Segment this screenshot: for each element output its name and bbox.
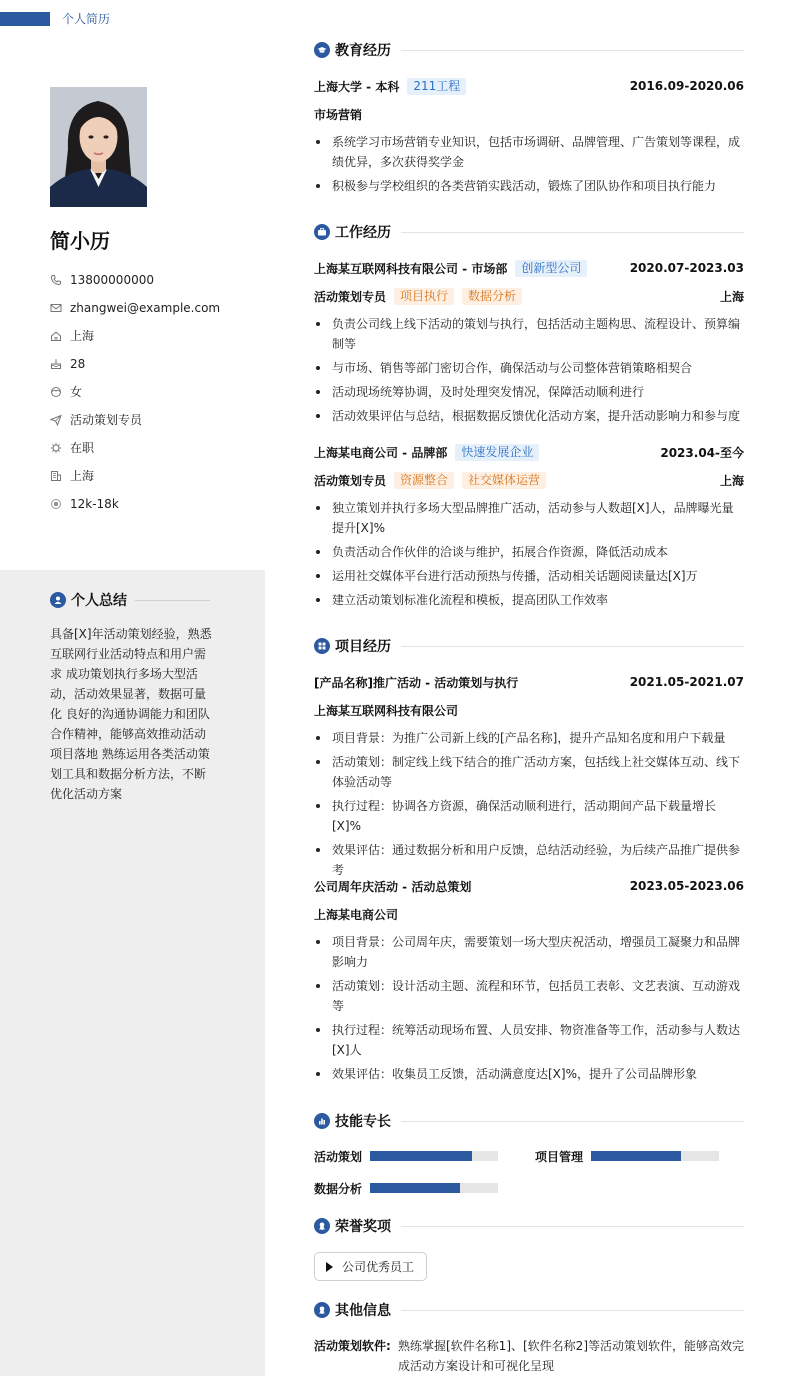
skill-tag: 资源整合: [394, 472, 454, 489]
target-city: 上海: [70, 469, 95, 483]
list-item: 运用社交媒体平台进行活动预热与传播，活动相关话题阅读量达[X]万: [314, 566, 744, 586]
job-2-company-row: [314, 443, 744, 461]
project-name: 公司周年庆活动 - 活动总策划: [314, 879, 472, 894]
summary-title: 个人总结: [71, 593, 127, 609]
info-age: [50, 350, 260, 378]
salary-icon: [50, 498, 62, 510]
job-1-company-row: [314, 259, 744, 277]
project-2-row: [314, 877, 744, 895]
skill-level-bar: [591, 1151, 681, 1161]
divider: [401, 1310, 744, 1311]
list-item: 执行过程：协调各方资源，确保活动顺利进行，活动期间产品下载量增长[X]%: [314, 796, 744, 836]
job-date: 2020.07-2023.03: [629, 261, 744, 275]
list-item: 系统学习市场营销专业知识，包括市场调研、品牌管理、广告策划等课程，成绩优异，多次获得奖学金: [314, 132, 744, 172]
other-section-header: [314, 1300, 744, 1320]
header-accent-bar: [0, 12, 50, 26]
grid-icon: [314, 638, 330, 654]
job-2-position-row: [314, 471, 744, 489]
job-2-bullets: [314, 498, 744, 614]
list-item: 活动效果评估与总结，根据数据反馈优化活动方案，提升活动影响力和参与度: [314, 406, 744, 426]
age-icon: [50, 358, 62, 370]
list-item: 活动策划：设计活动主题、流程和环节，包括员工表彰、文艺表演、互动游戏等: [314, 976, 744, 1016]
awards-title: 荣誉奖项: [335, 1219, 391, 1235]
list-item: 活动策划：制定线上线下结合的推广活动方案，包括线上社交媒体互动、线下体验活动等: [314, 752, 744, 792]
play-icon: [326, 1262, 333, 1272]
award-icon: [314, 1218, 330, 1234]
project-date: 2021.05-2021.07: [629, 675, 744, 689]
other-key: 活动策划软件:: [314, 1339, 391, 1353]
gender-icon: [50, 386, 62, 398]
skill-tag: 数据分析: [462, 288, 522, 305]
company-tag: 创新型公司: [515, 260, 587, 277]
skill-track: [591, 1151, 719, 1161]
skill-track: [370, 1183, 498, 1193]
major: 市场营销: [314, 107, 363, 122]
skills-title: 技能专长: [335, 1114, 391, 1130]
project-2-company-row: [314, 905, 744, 923]
projects-section-header: [314, 636, 744, 656]
expected-salary: 12k-18k: [70, 497, 119, 511]
project-2-bullets: [314, 932, 744, 1088]
awards-section-header: [314, 1216, 744, 1236]
skill-tag: 项目执行: [394, 288, 454, 305]
skill-name: 项目管理: [535, 1149, 584, 1164]
list-item: 与市场、销售等部门密切合作，确保活动与公司整体营销策略相契合: [314, 358, 744, 378]
user-icon: [50, 592, 66, 608]
skill-tag: 社交媒体运营: [462, 472, 546, 489]
divider: [401, 50, 744, 51]
list-item: 效果评估：收集员工反馈，活动满意度达[X]%，提升了公司品牌形象: [314, 1064, 744, 1084]
phone-icon: [50, 274, 62, 286]
info-icon: [314, 1302, 330, 1318]
briefcase-icon: [314, 224, 330, 240]
divider: [401, 1226, 744, 1227]
email-address: zhangwei@example.com: [70, 301, 221, 315]
info-gender: [50, 378, 260, 406]
email-icon: [50, 302, 62, 314]
project-name: [产品名称]推广活动 - 活动策划与执行: [314, 675, 519, 690]
work-section-header: [314, 222, 744, 242]
list-item: 活动现场统筹协调，及时处理突发情况，保障活动顺利进行: [314, 382, 744, 402]
status-icon: [50, 442, 62, 454]
job-company: 上海某电商公司 - 品牌部: [314, 445, 448, 460]
home-icon: [50, 330, 62, 342]
list-item: 效果评估：通过数据分析和用户反馈，总结活动经验，为后续产品推广提供参考: [314, 840, 744, 880]
skill-level-bar: [370, 1183, 460, 1193]
education-title: 教育经历: [335, 43, 391, 59]
divider: [401, 646, 744, 647]
divider: [401, 1121, 744, 1122]
job-1-bullets: [314, 314, 744, 430]
skill-level-bar: [370, 1151, 472, 1161]
info-target-city: [50, 462, 260, 490]
info-email: [50, 294, 260, 322]
age: 28: [70, 357, 86, 371]
list-item: 项目背景：公司周年庆，需要策划一场大型庆祝活动，增强员工凝聚力和品牌影响力: [314, 932, 744, 972]
skill-name: 活动策划: [314, 1149, 363, 1164]
job-date: 2023.04-至今: [660, 445, 744, 460]
company-tag: 快速发展企业: [455, 444, 539, 461]
skill-item: [314, 1180, 498, 1196]
list-item: 执行过程：统筹活动现场布置、人员安排、物资准备等工作，活动参与人数达[X]人: [314, 1020, 744, 1060]
list-item: 独立策划并执行多场大型品牌推广活动，活动参与人数超[X]人，品牌曝光量提升[X]%: [314, 498, 744, 538]
candidate-name: 简小历: [50, 229, 110, 253]
gender: 女: [70, 385, 83, 399]
employment-status: 在职: [70, 441, 95, 455]
phone-number: 13800000000: [70, 273, 154, 287]
skill-item: [535, 1148, 719, 1164]
divider: [401, 232, 744, 233]
job-1-position-row: [314, 287, 744, 305]
projects-title: 项目经历: [335, 639, 391, 655]
school-tag: 211工程: [407, 78, 466, 95]
list-item: 负责活动合作伙伴的洽谈与维护，拓展合作资源，降低活动成本: [314, 542, 744, 562]
send-icon: [50, 414, 62, 426]
education-major-row: [314, 105, 744, 123]
summary-text: 具备[X]年活动策划经验，熟悉互联网行业活动特点和用户需求 成功策划执行多场大型活动，活动效果显著，数据可量化 良好的沟通协调能力和团队合作精神，能够高效推动活动项目落地 熟练运用各类活动策划工具和数据分析方法，不断优化活动方案: [50, 627, 212, 801]
resume-title: 个人简历: [62, 12, 111, 26]
other-value: 熟练掌握[软件名称1]、[软件名称2]等活动策划软件，能够高效完成活动方案设计和可视化呈现: [398, 1339, 744, 1373]
education-date: 2016.09-2020.06: [629, 79, 744, 93]
skill-name: 数据分析: [314, 1181, 363, 1196]
project-company: 上海某电商公司: [314, 907, 399, 922]
info-location: [50, 322, 260, 350]
education-section-header: [314, 40, 744, 60]
work-title: 工作经历: [335, 225, 391, 241]
info-salary: [50, 490, 260, 518]
award-name: 公司优秀员工: [342, 1260, 415, 1274]
avatar: [50, 87, 147, 207]
building-icon: [50, 470, 62, 482]
project-date: 2023.05-2023.06: [629, 879, 744, 893]
list-item: 积极参与学校组织的各类营销实践活动，锻炼了团队协作和项目执行能力: [314, 176, 744, 196]
list-item: 建立活动策划标准化流程和模板，提高团队工作效率: [314, 590, 744, 610]
skill-track: [370, 1151, 498, 1161]
skill-item: [314, 1148, 498, 1164]
job-city: 上海: [719, 473, 744, 488]
divider: [135, 600, 210, 601]
location: 上海: [70, 329, 95, 343]
info-status: [50, 434, 260, 462]
education-school-row: [314, 77, 744, 95]
job-company: 上海某互联网科技有限公司 - 市场部: [314, 261, 508, 276]
project-company: 上海某互联网科技有限公司: [314, 703, 459, 718]
graduation-cap-icon: [314, 42, 330, 58]
job-position: 活动策划专员: [314, 289, 387, 304]
project-1-row: [314, 673, 744, 691]
other-title: 其他信息: [335, 1303, 391, 1319]
other-info-row: [314, 1336, 744, 1376]
skills-section-header: [314, 1111, 744, 1131]
school-name: 上海大学 - 本科: [314, 79, 400, 94]
job-position: 活动策划专员: [314, 473, 387, 488]
contact-info-list: [50, 266, 260, 518]
award-chip: [314, 1252, 427, 1281]
info-position: [50, 406, 260, 434]
project-1-company-row: [314, 701, 744, 719]
list-item: 项目背景：为推广公司新上线的[产品名称]，提升产品知名度和用户下载量: [314, 728, 744, 748]
job-city: 上海: [719, 289, 744, 304]
target-position: 活动策划专员: [70, 413, 143, 427]
summary-section-header: [50, 590, 210, 610]
avatar-portrait: [50, 87, 147, 207]
project-1-bullets: [314, 728, 744, 884]
education-bullets: [314, 132, 744, 200]
bar-chart-icon: [314, 1113, 330, 1129]
list-item: 负责公司线上线下活动的策划与执行，包括活动主题构思、流程设计、预算编制等: [314, 314, 744, 354]
info-phone: [50, 266, 260, 294]
